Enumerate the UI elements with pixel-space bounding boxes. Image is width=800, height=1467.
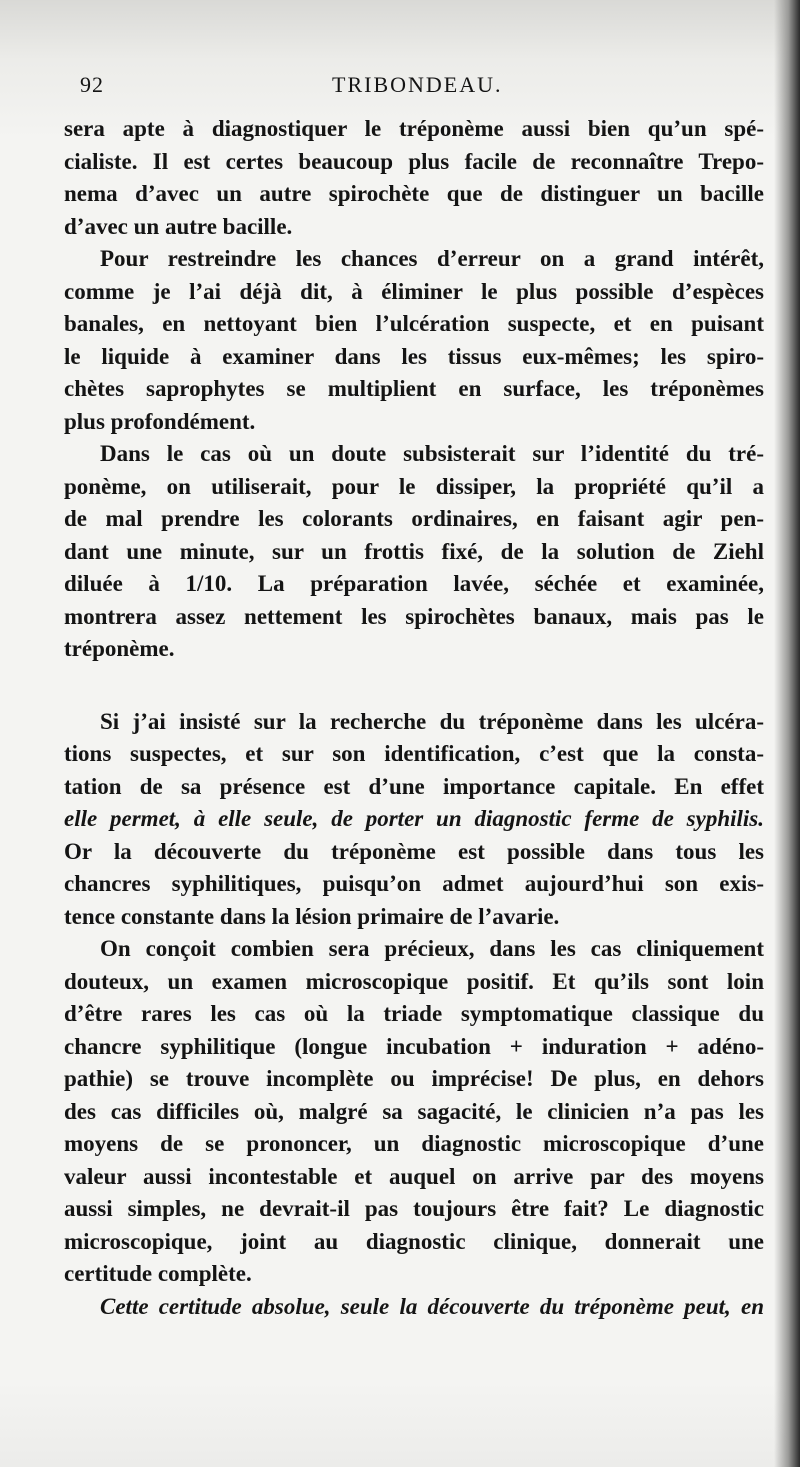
- text-line: d’avec un autre bacille.: [64, 213, 293, 239]
- paragraph-start-line: Si j’ai insisté sur la recherche du tréponème dans les ulcéra-: [100, 708, 764, 734]
- body-text: [64, 113, 764, 1323]
- text-line: comme je l’ai déjà dit, à éliminer le plus possible d’espèces: [64, 278, 764, 304]
- paragraph-start-line: Pour restreindre les chances d’erreur on a grand intérêt,: [100, 246, 764, 271]
- text-line: valeur aussi incontestable et auquel on arrive par des moyens: [64, 1163, 764, 1189]
- page-header: [80, 68, 720, 104]
- running-title: TRIBONDEAU.: [332, 72, 503, 97]
- text-line: plus profondément.: [64, 408, 256, 434]
- text-line: pathie) se trouve incomplète ou imprécise! De plus, en dehors: [64, 1066, 764, 1091]
- text-line: montrera assez nettement les spirochètes banaux, mais pas le: [64, 603, 764, 629]
- text-line: tréponème.: [64, 636, 175, 661]
- text-line: certitude complète.: [64, 1261, 252, 1286]
- text-line: chancre syphilitique (longue incubation + induration + adéno-: [64, 1033, 764, 1059]
- text-line: d’être rares les cas où la triade symptomatique classique du: [64, 1001, 764, 1026]
- text-line: cialiste. Il est certes beaucoup plus facile de reconnaître Trepo-: [64, 148, 764, 174]
- paragraph-start-line: Dans le cas où un doute subsisterait sur l’identité du tré-: [100, 441, 764, 466]
- paragraph-gap: [64, 666, 764, 706]
- text-line: tence constante dans la lésion primaire de l’avarie.: [64, 903, 560, 929]
- text-line: nema d’avec un autre spirochète que de distinguer un bacille: [64, 181, 764, 206]
- text-line: des cas difficiles où, malgré sa sagacité, le clinicien n’a pas les: [64, 1098, 764, 1124]
- text-line: chancres syphilitiques, puisqu’on admet aujourd’hui son exis-: [64, 871, 764, 896]
- text-line: douteux, un examen microscopique positif. Et qu’ils sont loin: [64, 968, 764, 994]
- text-line: aussi simples, ne devrait-il pas toujours être fait? Le diagnostic: [64, 1196, 764, 1221]
- text-line: Or la découverte du tréponème est possible dans tous les: [64, 838, 764, 864]
- text-line: moyens de se prononcer, un diagnostic microscopique d’une: [64, 1131, 764, 1156]
- text-line: chètes saprophytes se multiplient en surface, les tréponèmes: [64, 376, 764, 401]
- page-edge-shadow: [774, 0, 800, 1467]
- text-line: dant une minute, sur un frottis fixé, de la solution de Ziehl: [64, 538, 764, 564]
- italic-text-line: elle permet, à elle seule, de porter un diagnostic ferme de syphilis.: [64, 806, 764, 831]
- text-line: sera apte à diagnostiquer le tréponème aussi bien qu’un spé-: [64, 116, 764, 141]
- italic-paragraph-start-line: Cette certitude absolue, seule la découverte du tréponème peut, en: [100, 1293, 764, 1319]
- text-line: tation de sa présence est d’une importance capitale. En effet: [64, 773, 764, 799]
- text-line: ponème, on utiliserait, pour le dissiper, la propriété qu’il a: [64, 473, 764, 499]
- page-number: 92: [80, 72, 104, 97]
- text-line: banales, en nettoyant bien l’ulcération suspecte, et en puisant: [64, 311, 764, 336]
- text-line: tions suspectes, et sur son identification, c’est que la consta-: [64, 741, 764, 766]
- text-line: le liquide à examiner dans les tissus eux-mêmes; les spiro-: [64, 343, 764, 369]
- text-line: diluée à 1/10. La préparation lavée, séchée et examinée,: [64, 571, 764, 596]
- paragraph-start-line: On conçoit combien sera précieux, dans les cas cliniquement: [100, 936, 764, 961]
- text-line: de mal prendre les colorants ordinaires, en faisant agir pen-: [64, 506, 764, 531]
- text-line: microscopique, joint au diagnostic clinique, donnerait une: [64, 1228, 764, 1254]
